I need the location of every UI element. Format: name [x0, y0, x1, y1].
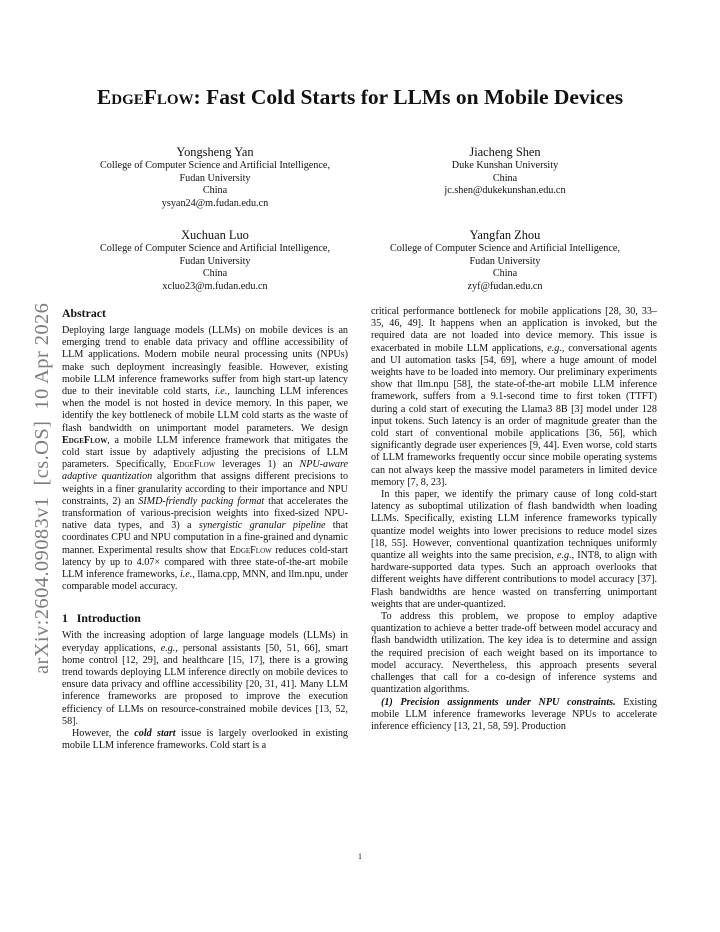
- author-affiliation: College of Computer Science and Artificial Intelligence,: [390, 243, 620, 254]
- author-affiliation: Fudan University: [179, 255, 251, 267]
- abstract-text: , a mobile LLM inference framework that mitigates the cold start issue by adaptively adjusting the precisions of LLM parameters. Specifically,: [62, 434, 348, 471]
- author-name: Jiacheng Shen: [469, 145, 541, 159]
- author-block: [70, 227, 360, 293]
- author-affiliation: Fudan University: [179, 172, 251, 184]
- body-text: In this paper, we identify the primary cause of long cold-start latency as suboptimal utilization of flash bandwidth when loading LLMs. Specifically, existing LLM inference frameworks typically quantize model weights into lower precisions to reduce model sizes [18, 55]. However, conventional quantization techniques uniformly quantize all weights into the same precision,: [371, 489, 657, 562]
- abstract-text: Deploying large language models (LLMs) on mobile devices is an emerging trend to enable data privacy and offline accessibility of LLM applications. Modern mobile neural processing units (NPUs) make such deployment increasingly feasible. However, existing mobile LLM inference frameworks suffer from high start-up latency due to their inevitable cold starts,: [62, 325, 348, 398]
- author-block: [70, 144, 360, 210]
- author-block: [360, 227, 650, 293]
- body-strong: (1) Precision assignments under NPU constraints.: [381, 696, 616, 708]
- brand-name: EdgeFlow: [173, 459, 216, 471]
- abstract-text: , launching LLM inferences when the model is not hosted in device memory. In this paper, we identify the key bottleneck of mobile LLM cold starts as the waste of flash bandwidth on unimportant model parameters. We design: [62, 386, 348, 434]
- page-number: 1: [358, 852, 362, 861]
- intro-paragraph: [62, 630, 348, 728]
- intro-paragraph: [62, 728, 348, 752]
- author-affiliation: China: [492, 268, 518, 279]
- arxiv-stamp-text: arXiv:2604.09083v1 [cs.OS] 10 Apr 2026: [31, 302, 53, 674]
- author-affiliation: China: [202, 268, 228, 279]
- abstract-text: reduces cold-start latency by up to 4.07× compared with three state-of-the-art mobile LLM inference frameworks,: [62, 544, 348, 581]
- body-paragraph: [371, 697, 657, 734]
- abstract-text: leverages 1) an: [215, 459, 300, 471]
- title-brand: EdgeFlow: [96, 85, 194, 109]
- intro-text: With the increasing adoption of large language models (LLMs) in everyday applications,: [62, 630, 348, 654]
- author-email: jc.shen@dukekunshan.edu.cn: [444, 185, 566, 196]
- author-affiliation: College of Computer Science and Artificial Intelligence,: [100, 160, 330, 171]
- intro-emphasis: e.g.: [160, 642, 176, 654]
- abstract-emphasis: i.e.: [179, 569, 193, 581]
- brand-name: EdgeFlow: [229, 544, 272, 556]
- author-affiliation: China: [492, 172, 518, 184]
- author-name: Xuchuan Luo: [181, 228, 249, 242]
- intro-text: issue is largely overlooked in existing mobile LLM inference frameworks. Cold start is a: [62, 728, 348, 752]
- title-rest: : Fast Cold Starts for LLMs on Mobile Devices: [193, 85, 624, 109]
- abstract-text: that accelerates the transformation of various-precision weights into fixed-sized NPU-native data types, and 3) a: [62, 495, 348, 532]
- abstract-emphasis: SIMD-friendly packing format: [138, 495, 265, 507]
- body-text: critical performance bottleneck for mobile applications [28, 30, 33–35, 46, 49]. It happens when an application is invoked, but the required data are not loaded into device memory. This issue is exacerbated in mobile LLM applications,: [371, 306, 657, 354]
- body-text: Existing mobile LLM inference frameworks leverage NPUs to accelerate inference efficiency [13, 21, 58, 59]. Production: [371, 696, 657, 732]
- body-paragraph: [371, 489, 657, 611]
- arxiv-identifier-stamp: [8, 260, 68, 680]
- abstract-emphasis: i.e.: [214, 386, 228, 398]
- author-affiliation: Fudan University: [469, 255, 541, 267]
- intro-strong: cold start: [134, 728, 176, 740]
- author-block: [360, 144, 650, 198]
- section-heading-introduction: 1 Introduction: [62, 611, 141, 626]
- left-column: [62, 306, 348, 753]
- intro-text: However, the: [72, 728, 135, 740]
- body-text: , conversational agents and UI automation tasks [54, 69], where a huge amount of model weights have to be loaded into memory. Our preliminary experiments show that llm.npu [58], the state-of-the-art mobile LLM inference framework, suffers from a 9.1-second time to first token (TTFT) during a cold start of executing the Llama3 8B [3] model under 128 input tokens. Such latency is an order of magnitude greater than the cold start of conventional mobile applications [36, 56], which significantly degrade user experiences [9, 44]. Even worse, cold starts of LLM frameworks frequently occur since mobile operating systems can not always keep the massive model parameters in limited device memory [7, 8, 23].: [371, 342, 657, 488]
- abstract-text: algorithm that assigns different precisions to weights in a finer granularity according to their importance and NPU constraints, 2) an: [62, 471, 349, 507]
- author-name: Yongsheng Yan: [176, 145, 254, 159]
- abstract-heading: Abstract: [62, 306, 106, 320]
- author-affiliation: College of Computer Science and Artificial Intelligence,: [100, 243, 330, 254]
- author-affiliation: China: [202, 185, 228, 196]
- abstract-emphasis: synergistic granular pipeline: [198, 520, 326, 532]
- author-email: zyf@fudan.edu.cn: [467, 280, 543, 292]
- body-text: , INT8, to align with hardware-supported data types. Such an approach overlooks that different weights have different contributions to model accuracy [37]. Flash bandwidths are hence wasted on transferring unimportant weights that are under-quantized.: [371, 550, 658, 610]
- body-emphasis: e.g.: [547, 342, 562, 354]
- abstract-text: that coordinates CPU and NPU computation in a fine-grained and dynamic manner. Experimental results show that: [62, 520, 348, 556]
- abstract-text: , llama.cpp, MNN, and llm.npu, under comparable model accuracy.: [62, 569, 348, 593]
- body-paragraph: To address this problem, we propose to employ adaptive quantization to achieve a better trade-off between model accuracy and flash bandwidth utilization. The key idea is to determine and assign the required precision of each weight based on its importance to model accuracy. Nevertheless, this approach presents several challenges that call for a co-design of inference systems and quantization algorithms.: [371, 611, 657, 696]
- abstract-emphasis: NPU-aware adaptive quantization: [62, 459, 348, 483]
- author-email: xcluo23@m.fudan.edu.cn: [162, 280, 268, 292]
- intro-text: , personal assistants [50, 51, 66], smart home control [12, 29], and healthcare [15, 17], there is a growing trend towards deploying LLM inference directly on mobile devices to ensure data privacy and offline accessibility [20, 31, 41]. Many LLM inference frameworks are proposed to improve the execution efficiency of LLMs on resource-constrained mobile devices [13, 52, 58].: [62, 642, 349, 727]
- right-column: [371, 306, 657, 733]
- abstract-paragraph: [62, 325, 348, 593]
- brand-name: EdgeFlow: [62, 434, 108, 446]
- body-emphasis: e.g.: [556, 550, 572, 562]
- author-email: ysyan24@m.fudan.edu.cn: [161, 197, 269, 209]
- author-affiliation: Duke Kunshan University: [451, 160, 559, 171]
- body-paragraph: [371, 306, 657, 489]
- author-name: Yangfan Zhou: [469, 228, 541, 242]
- paper-title: [60, 84, 660, 111]
